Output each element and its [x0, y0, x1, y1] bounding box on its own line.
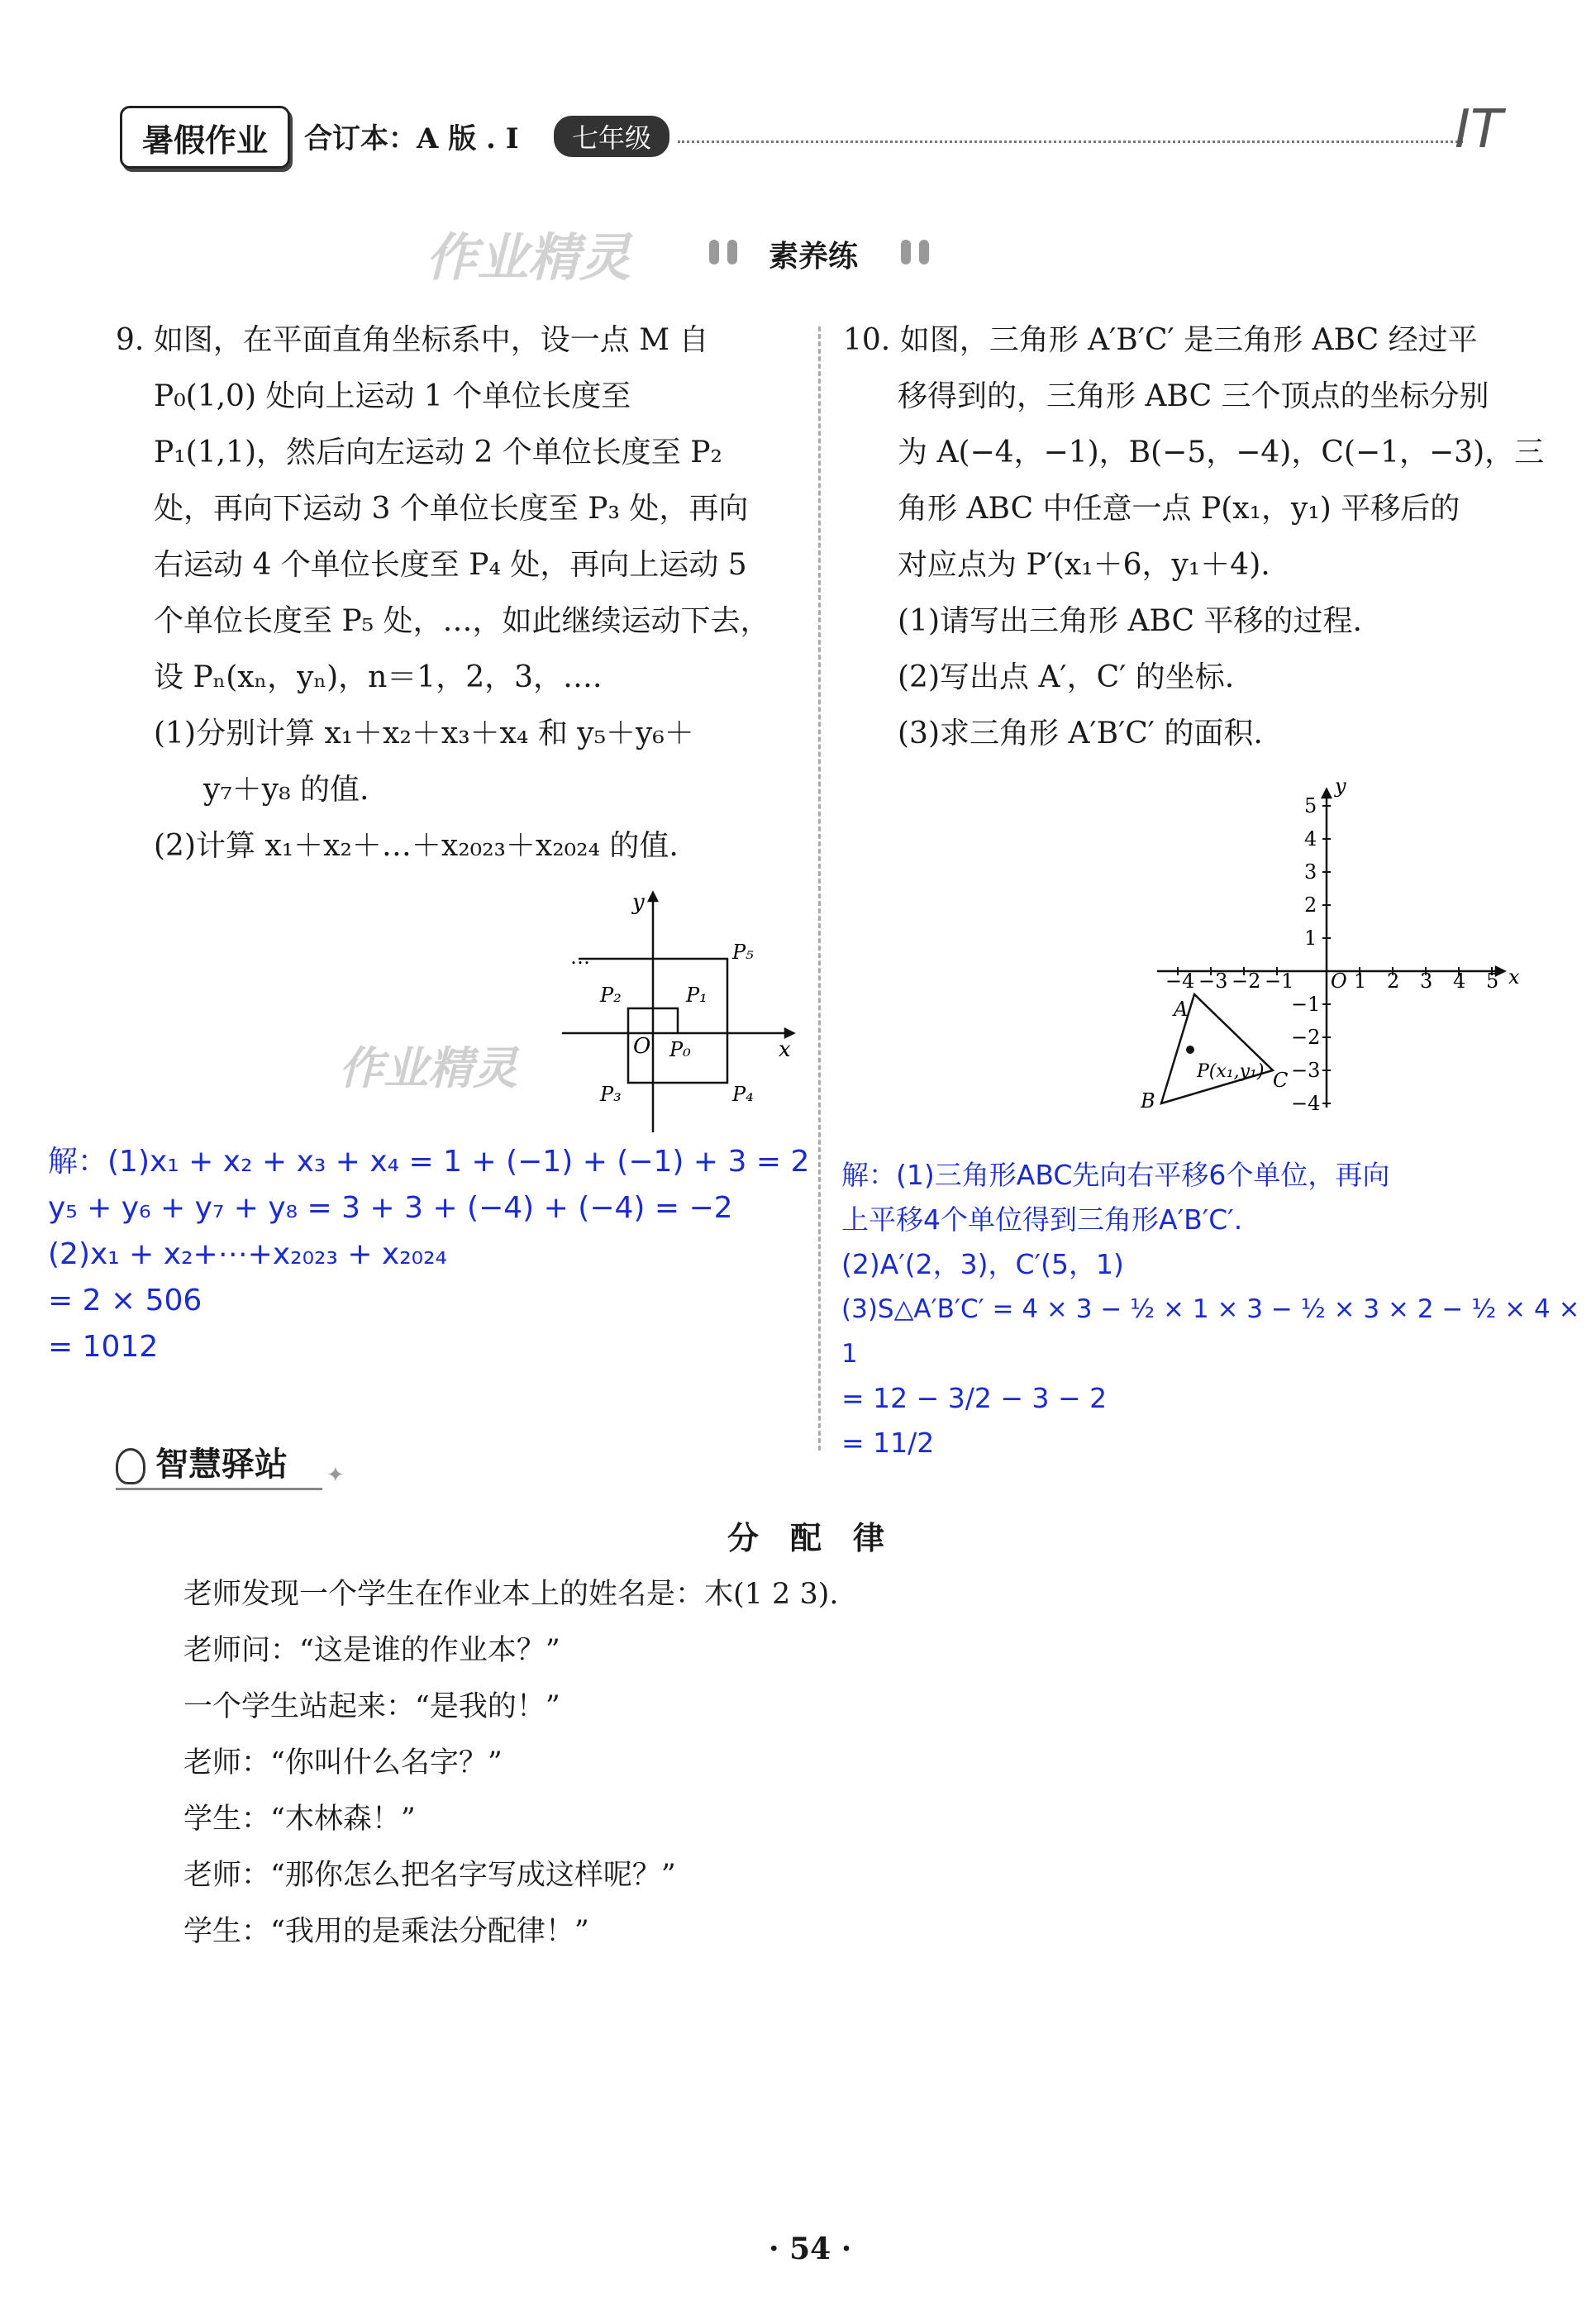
story-line: 老师：“你叫什么名字？”: [183, 1746, 503, 1780]
story-line: 学生：“木林森！”: [183, 1803, 416, 1836]
watermark-mid: 作业精灵: [339, 1042, 517, 1094]
q10-line: 移得到的，三角形 ABC 三个顶点的坐标分别: [898, 379, 1489, 413]
q9-line: 处，再向下运动 3 个单位长度至 P₃ 处，再向: [154, 492, 749, 526]
q10-line: 对应点为 P′(x₁＋6，y₁＋4).: [898, 548, 1270, 582]
q9-part1-cont: y₇＋y₈ 的值.: [203, 773, 369, 807]
point-p-label: P(x₁,y₁): [1197, 1061, 1265, 1082]
q10-ytick-pos: 4: [1304, 827, 1317, 850]
q9-answer-line: 解：(1)x₁ + x₂ + x₃ + x₄ = 1 + (−1) + (−1) + 3 = 2: [48, 1145, 810, 1179]
section-pill-left-2: [727, 240, 737, 264]
story-line: 老师：“那你怎么把名字写成这样呢？”: [183, 1859, 676, 1892]
lightbulb-icon: [116, 1448, 145, 1484]
q10-xtick-pos: 1: [1354, 970, 1367, 993]
q9-x-label: x: [779, 1037, 791, 1062]
q10-part2: (2)写出点 A′，C′ 的坐标.: [898, 660, 1235, 694]
q10-part1: (1)请写出三角形 ABC 平移的过程.: [898, 604, 1362, 638]
question-9: [116, 312, 802, 874]
q10-part3: (3)求三角形 A′B′C′ 的面积.: [898, 717, 1263, 750]
q9-spiral-figure: [545, 876, 810, 1141]
point-p: [1186, 1046, 1194, 1054]
q10-ytick-neg: −3: [1291, 1059, 1321, 1082]
q10-answer-line: = 11/2: [841, 1427, 935, 1459]
section-title: 素养练: [769, 240, 859, 274]
q10-line: 为 A(−4，−1)，B(−5，−4)，C(−1，−3)，三: [898, 436, 1545, 469]
q10-xtick-pos: 3: [1420, 970, 1433, 993]
q10-answer: [841, 1153, 1589, 1465]
station-title: 智慧驿站: [155, 1446, 288, 1484]
book-title: 合订本：A 版 . I: [304, 122, 519, 155]
q9-p5-label: P₅: [732, 941, 754, 964]
q10-answer-line: 上平移4个单位得到三角形A′B′C′.: [841, 1203, 1243, 1236]
q9-answer-line: = 2 × 506: [48, 1284, 202, 1317]
q9-answer-line: = 1012: [48, 1330, 159, 1364]
q10-ytick-neg: −2: [1291, 1026, 1321, 1049]
q10-answer-line: (2)A′(2，3)，C′(5，1): [841, 1248, 1124, 1280]
story-title: 分 配 律: [727, 1520, 885, 1556]
q10-xtick-neg: −2: [1232, 970, 1261, 993]
q9-y-arrow: [649, 893, 657, 901]
q10-xtick-neg: −3: [1198, 970, 1228, 993]
column-divider: [818, 326, 821, 1451]
q9-dots: …: [570, 946, 590, 969]
q10-y-label: y: [1335, 774, 1346, 798]
q9-part1: (1)分别计算 x₁＋x₂＋x₃＋x₄ 和 y₅＋y₆＋: [154, 717, 694, 750]
q10-ticks: [1178, 806, 1492, 1103]
story-line: 老师问：“这是谁的作业本？”: [183, 1634, 560, 1667]
q10-x-label: x: [1508, 965, 1520, 989]
story-line: 老师发现一个学生在作业本上的姓名是：木(1 2 3).: [183, 1578, 839, 1611]
q10-line: 角形 ABC 中任意一点 P(x₁，y₁) 平移后的: [898, 492, 1460, 526]
station-underline: [116, 1488, 322, 1490]
header-rule: [678, 141, 1463, 143]
story-line: 一个学生站起来：“是我的！”: [183, 1690, 560, 1723]
vertex-b-label: B: [1141, 1089, 1155, 1113]
q9-part2: (2)计算 x₁＋x₂＋…＋x₂₀₂₃＋x₂₀₂₄ 的值.: [154, 829, 679, 863]
question-10: [843, 312, 1562, 762]
q9-answer-line: y₅ + y₆ + y₇ + y₈ = 3 + 3 + (−4) + (−4) = −2: [48, 1191, 733, 1225]
q10-xtick-pos: 2: [1387, 970, 1400, 993]
story-body: [183, 1566, 1341, 1960]
section-pill-left-1: [709, 240, 719, 264]
q10-xtick-pos: 5: [1486, 970, 1499, 993]
q9-line: P₁(1,1)，然后向左运动 2 个单位长度至 P₂: [154, 436, 722, 469]
q9-answer: [48, 1139, 817, 1370]
header-logo: 暑假作业: [120, 106, 290, 169]
q10-xtick-neg: −4: [1165, 970, 1195, 993]
q10-answer-line: = 12 − 3/2 − 3 − 2: [841, 1382, 1108, 1414]
q9-line: 个单位长度至 P₅ 处，…，如此继续运动下去，: [154, 604, 770, 638]
grade-badge: 七年级: [554, 116, 669, 157]
page-number: · 54 ·: [769, 2232, 852, 2266]
q10-y-arrow: [1322, 789, 1331, 798]
star-icon: ✦: [326, 1463, 345, 1488]
watermark-top: 作业精灵: [426, 227, 631, 288]
q10-ytick-pos: 3: [1304, 860, 1317, 884]
q9-line: 设 Pₙ(xₙ，yₙ)，n＝1，2，3，….: [154, 660, 603, 694]
q10-answer-line: 解：(1)三角形ABC先向右平移6个单位，再向: [841, 1159, 1390, 1191]
q10-xtick-neg: −1: [1265, 970, 1294, 993]
q9-line: 9. 如图，在平面直角坐标系中，设一点 M 自: [116, 323, 709, 357]
q9-line: P₀(1,0) 处向上运动 1 个单位长度至: [154, 379, 631, 413]
q9-p4-label: P₄: [732, 1083, 754, 1106]
q10-ytick-pos: 1: [1304, 927, 1317, 950]
corner-logo: IT: [1455, 99, 1503, 160]
q10-coordinate-figure: [1141, 773, 1529, 1120]
section-pill-right-1: [901, 240, 911, 264]
q10-line: 10. 如图，三角形 A′B′C′ 是三角形 ABC 经过平: [843, 323, 1478, 357]
q10-ytick-pos: 5: [1304, 794, 1317, 817]
vertex-c-label: C: [1273, 1069, 1289, 1092]
section-pill-right-2: [919, 240, 929, 264]
q10-xtick-pos: 4: [1453, 970, 1466, 993]
q10-answer-line: (3)S△A′B′C′ = 4 × 3 − ½ × 1 × 3 − ½ × 3 × 2 − ½ × 4 × 1: [841, 1294, 1580, 1369]
q9-p0-label: P₀: [669, 1038, 691, 1061]
q9-y-label: y: [632, 890, 645, 915]
q9-p3-label: P₃: [600, 1083, 622, 1106]
q10-ytick-neg: −1: [1291, 993, 1321, 1016]
story-line: 学生：“我用的是乘法分配律！”: [183, 1915, 589, 1948]
q10-origin: O: [1331, 970, 1347, 993]
q10-ytick-neg: −4: [1291, 1092, 1321, 1115]
q9-x-arrow: [785, 1029, 793, 1037]
q9-p2-label: P₂: [600, 984, 622, 1007]
q9-p1-label: P₁: [686, 984, 707, 1007]
q10-ytick-pos: 2: [1304, 893, 1317, 917]
q9-line: 右运动 4 个单位长度至 P₄ 处，再向上运动 5: [154, 548, 747, 582]
vertex-a-label: A: [1174, 998, 1189, 1021]
q9-origin: O: [633, 1034, 651, 1059]
q9-answer-line: (2)x₁ + x₂+⋯+x₂₀₂₃ + x₂₀₂₄: [48, 1237, 447, 1271]
